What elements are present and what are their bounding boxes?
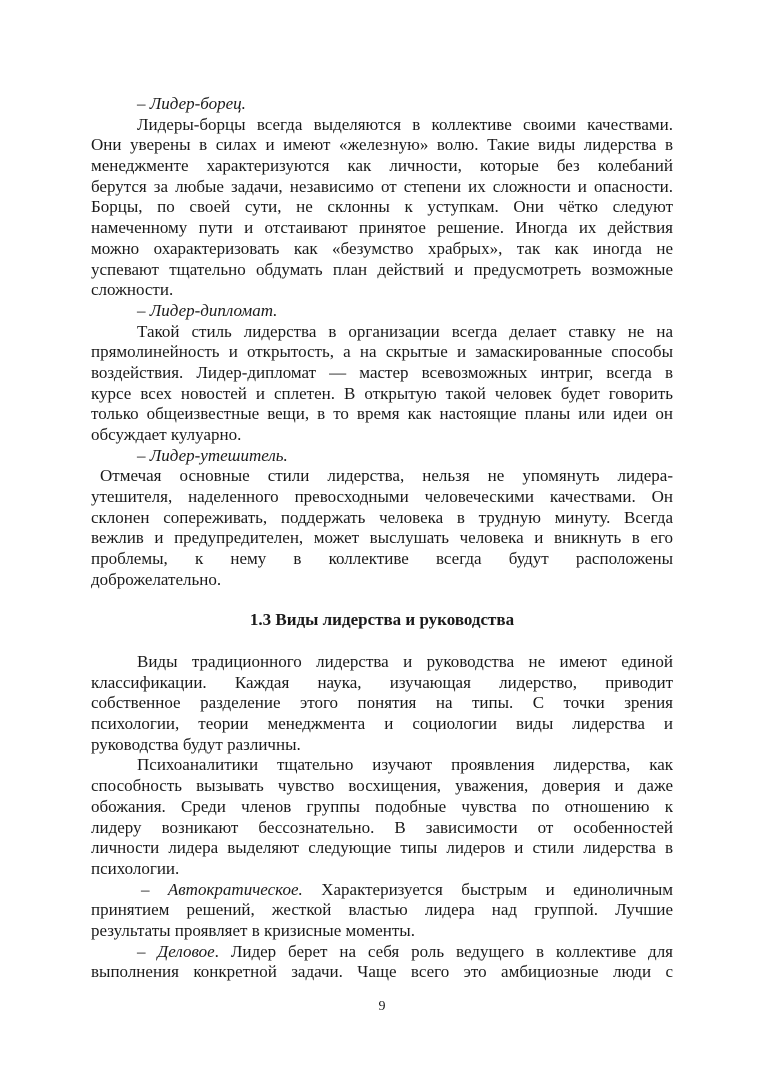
text-line: прямолинейность и открытость, а на скрытые и замаскированные способы xyxy=(91,342,673,362)
text-line: берутся за любые задачи, независимо от степени их сложности и опасности. xyxy=(91,176,673,196)
text-line: лидеру возникают бессознательно. В зависимости от особенностей xyxy=(91,817,673,837)
text-segment: Характеризуется быстрым и единоличным xyxy=(321,879,673,899)
text-line: Лидеры-борцы всегда выделяются в коллективе своими качествами. xyxy=(137,114,673,134)
text-line: вежлив и предупредителен, может выслушать человека и вникнуть в его xyxy=(91,528,673,548)
section-types-of-leadership xyxy=(91,652,673,983)
dash: – xyxy=(141,879,150,899)
autocratic-line xyxy=(91,880,673,901)
text-line: воздействия. Лидер-дипломат — мастер всевозможных интриг, всегда в xyxy=(91,362,673,382)
term-business: Деловое xyxy=(157,941,215,961)
text-line: Отмечая основные стили лидерства, нельзя не упомянуть лидера- xyxy=(100,466,673,486)
text-line: принятием решений, жесткой властью лидера над группой. Лучшие xyxy=(91,900,673,920)
text-line: психологии, теории менеджмента и социологии виды лидерства и xyxy=(91,714,673,734)
text-line: обожания. Среди членов группы подобные чувства по отношению к xyxy=(91,796,673,816)
term-autocratic: Автократическое. xyxy=(167,879,303,899)
text-line: можно охарактеризовать как «безумство храбрых», так как иногда не xyxy=(91,238,673,258)
text-line: сложности. xyxy=(91,280,174,300)
section-leader-types xyxy=(91,94,673,591)
dash: – xyxy=(137,941,146,961)
text-line: способность вызывать чувство восхищения, уважения, доверия и даже xyxy=(91,776,673,796)
page-number: 9 xyxy=(378,999,386,1014)
text-line: Психоаналитики тщательно изучают проявления лидерства, как xyxy=(137,755,673,775)
text-line: руководства будут различны. xyxy=(91,734,301,754)
text-line: намеченному пути и отстаивают принятое решение. Иногда их действия xyxy=(91,218,673,238)
text-line: Они уверены в силах и имеют «железную» волю. Такие виды лидерства в xyxy=(91,135,673,155)
text-line: Борцы, по своей сути, не склонны к уступкам. Они чётко следуют xyxy=(91,197,673,217)
section-heading: 1.3 Виды лидерства и руководства xyxy=(249,610,515,629)
text-line: классификации. Каждая наука, изучающая лидерство, приводит xyxy=(91,672,673,692)
text-line: доброжелательно. xyxy=(91,569,222,589)
text-line: курсе всех новостей и сплетен. В открытую такой человек будет говорить xyxy=(91,383,673,403)
subheading-diplomat: – Лидер-дипломат. xyxy=(137,300,278,320)
text-line: Такой стиль лидерства в организации всегда делает ставку не на xyxy=(137,321,673,341)
subheading-comforter: – Лидер-утешитель. xyxy=(137,445,288,465)
text-line: личности лидера выделяют следующие типы лидеров и стили лидерства в xyxy=(91,838,673,858)
subheading-fighter: – Лидер-борец. xyxy=(137,94,246,113)
text-line: собственное разделение этого понятия на типы. С точки зрения xyxy=(91,693,673,713)
text-line: психологии. xyxy=(91,858,180,878)
business-line xyxy=(91,942,673,963)
text-line: проблемы, к нему в коллективе всегда будут расположены xyxy=(91,549,673,569)
text-line: менеджменте характеризуются как личности, которые без колебаний xyxy=(91,156,673,176)
text-line: склонен сопереживать, поддержать человека в трудную минуту. Всегда xyxy=(91,507,673,527)
text-line: утешителя, наделенного превосходными человеческими качествами. Он xyxy=(91,487,673,507)
text-line: результаты проявляет в кризисные моменты. xyxy=(91,920,415,940)
text-segment: . Лидер берет на себя роль ведущего в коллективе для xyxy=(214,941,673,961)
text-line: успевают тщательно обдумать план действий и предусмотреть возможные xyxy=(91,259,673,279)
text-line: обсуждает кулуарно. xyxy=(91,425,242,444)
text-line: только общеизвестные вещи, в то время как настоящие планы или идеи он xyxy=(91,404,673,424)
text-line: выполнения конкретной задачи. Чаще всего это амбициозные люди с xyxy=(91,962,673,982)
text-line: Виды традиционного лидерства и руководства не имеют единой xyxy=(137,652,673,671)
